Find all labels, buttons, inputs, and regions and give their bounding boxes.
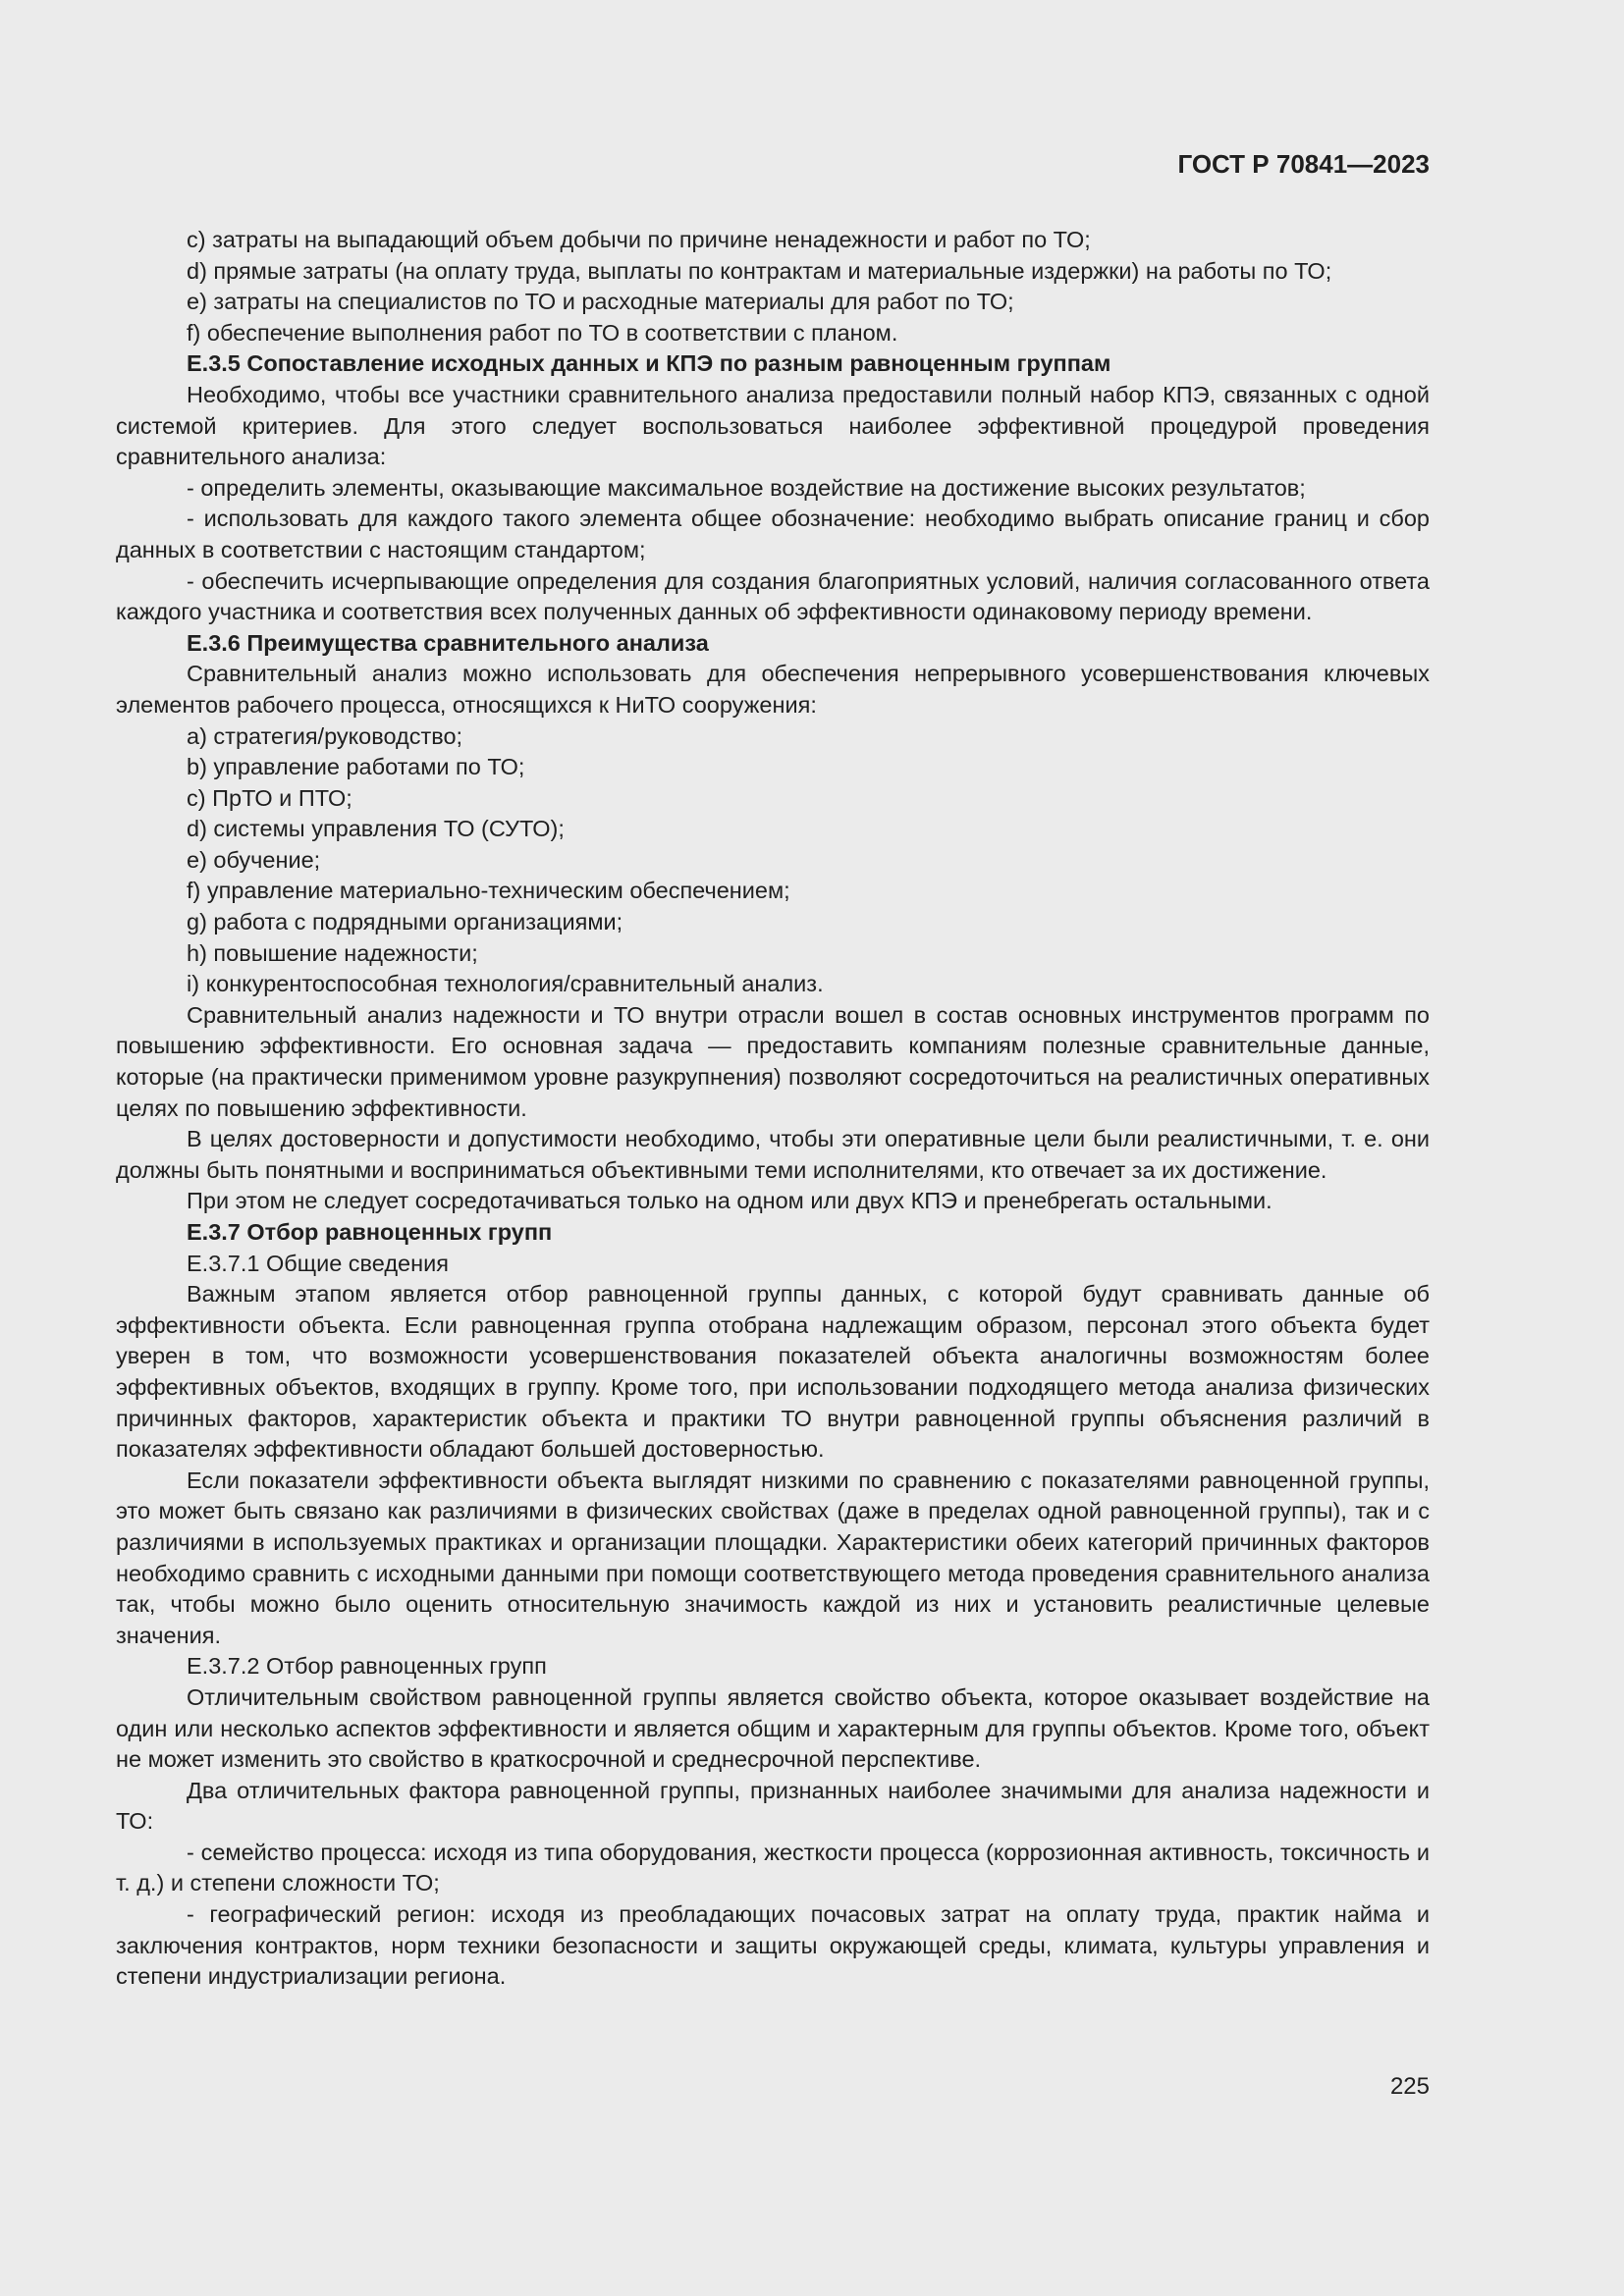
list-item: c) затраты на выпадающий объем добычи по причине ненадежности и работ по ТО; xyxy=(187,227,1091,252)
section-heading-e36: Е.3.6 Преимущества сравнительного анализа xyxy=(187,629,709,656)
list-item: g) работа с подрядными организациями; xyxy=(187,909,623,935)
document-header: ГОСТ Р 70841—2023 xyxy=(1177,149,1430,179)
page-number: 225 xyxy=(1389,2073,1430,2100)
section-heading-e37: Е.3.7 Отбор равноценных групп xyxy=(187,1219,553,1245)
paragraph: Сравнительный анализ надежности и ТО внутри отрасли вошел в состав основных инструментов программ по повышению эффективности. Его основная задача — предоставить компаниям полезные сравнительные данные, которые (на практически применимом уровне разукрупнения) позволяют сосредоточиться на реалистичных оперативных целях по повышению эффективности. xyxy=(116,1001,1430,1121)
list-item: f) управление материально-техническим обеспечением; xyxy=(187,878,790,904)
paragraph: Два отличительных фактора равноценной группы, признанных наиболее значимыми для анализа надежности и ТО: xyxy=(116,1777,1430,1835)
paragraph: Важным этапом является отбор равноценной группы данных, с которой будут сравнивать данные об эффективности объекта. Если равноценная группа отобрана надлежащим образом, персонал этого объекта будет уверен в том, что возможности усовершенствования показателей объекта аналогичны возможностям более эффективных объектов, входящих в группу. Кроме того, при использовании подходящего метода анализа физических причинных факторов, характеристик объекта и практики ТО внутри равноценной группы объяснения различий в показателях эффективности обладают большей достоверностью. xyxy=(116,1281,1430,1463)
paragraph: Сравнительный анализ можно использовать для обеспечения непрерывного усовершенствования ключевых элементов рабочего процесса, относящихся к НиТО сооружения: xyxy=(116,661,1430,718)
list-item: b) управление работами по ТО; xyxy=(187,754,525,780)
paragraph: - географический регион: исходя из преобладающих почасовых затрат на оплату труда, практик найма и заключения контрактов, норм техники безопасности и защиты окружающей среды, климата, культуры управления и степени индустриализации региона. xyxy=(116,1901,1430,1990)
paragraph: При этом не следует сосредотачиваться только на одном или двух КПЭ и пренебрегать остальными. xyxy=(187,1188,1272,1214)
list-item: a) стратегия/руководство; xyxy=(187,722,463,749)
paragraph: В целях достоверности и допустимости необходимо, чтобы эти оперативные цели были реалистичными, т. е. они должны быть понятными и восприниматься объективными теми исполнителями, кто отвечает за их достижение. xyxy=(116,1126,1430,1183)
paragraph: Необходимо, чтобы все участники сравнительного анализа предоставили полный набор КПЭ, связанных с одной системой критериев. Для этого следует воспользоваться наиболее эффективной процедурой проведения сравнительного анализа: xyxy=(116,381,1430,470)
document-body xyxy=(116,225,1430,1993)
subsection-heading-e371: Е.3.7.1 Общие сведения xyxy=(187,1250,449,1276)
paragraph: Отличительным свойством равноценной группы является свойство объекта, которое оказывает воздействие на один или несколько аспектов эффективности и является общим и характерным для группы объектов. Кроме того, объект не может изменить это свойство в краткосрочной и среднесрочной перспективе. xyxy=(116,1683,1430,1773)
paragraph: - семейство процесса: исходя из типа оборудования, жесткости процесса (коррозионная активность, токсичность и т. д.) и степени сложности ТО; xyxy=(116,1839,1430,1896)
subsection-heading-e372: Е.3.7.2 Отбор равноценных групп xyxy=(187,1653,547,1680)
paragraph: Если показатели эффективности объекта выглядят низкими по сравнению с показателями равноценной группы, это может быть связано как различиями в физических свойствах (даже в пределах одной равноценной группы), так и с различиями в используемых практиках и организации площадки. Характеристики обеих категорий причинных факторов необходимо сравнить с исходными данными при помощи соответствующего метода проведения сравнительного анализа так, чтобы можно было оценить относительную значимость каждой из них и установить реалистичные целевые значения. xyxy=(116,1467,1430,1648)
section-heading-e35: Е.3.5 Сопоставление исходных данных и КПЭ по разным равноценным группам xyxy=(187,350,1111,377)
list-item: d) системы управления ТО (СУТО); xyxy=(187,816,565,842)
list-item: - определить элементы, оказывающие максимальное воздействие на достижение высоких результатов; xyxy=(187,474,1306,501)
paragraph: - использовать для каждого такого элемента общее обозначение: необходимо выбрать описание границ и сбор данных в соответствии с настоящим стандартом; xyxy=(116,506,1430,562)
list-item: e) обучение; xyxy=(187,846,321,873)
list-item: h) повышение надежности; xyxy=(187,939,478,966)
list-item: d) прямые затраты (на оплату труда, выплаты по контрактам и материальные издержки) на работы по ТО; xyxy=(187,257,1332,284)
list-item: i) конкурентоспособная технология/сравнительный анализ. xyxy=(187,971,824,997)
list-item: e) затраты на специалистов по ТО и расходные материалы для работ по ТО; xyxy=(187,289,1014,315)
list-item: c) ПрТО и ПТО; xyxy=(187,784,352,811)
list-item: f) обеспечение выполнения работ по ТО в соответствии с планом. xyxy=(187,319,898,346)
paragraph: - обеспечить исчерпывающие определения для создания благоприятных условий, наличия согласованного ответа каждого участника и соответствия всех полученных данных об эффективности одинаковому периоду времени. xyxy=(116,567,1430,625)
